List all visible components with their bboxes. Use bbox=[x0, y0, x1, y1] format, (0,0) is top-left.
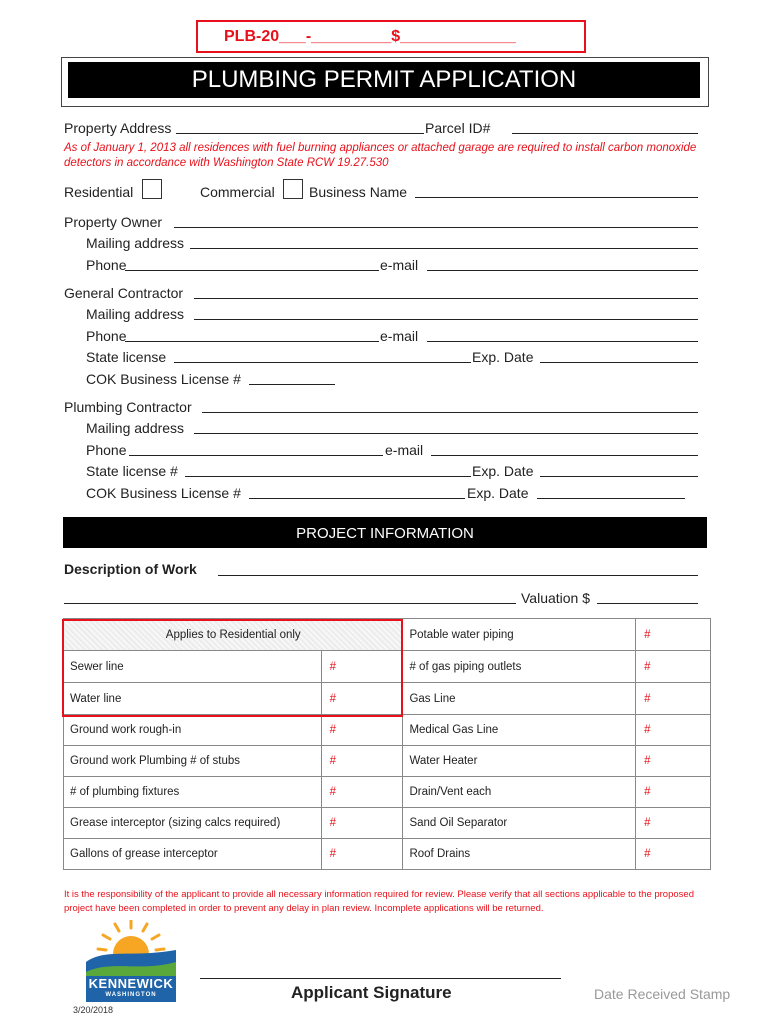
property-owner-label: Property Owner bbox=[64, 214, 163, 230]
item-label: Roof Drains bbox=[403, 839, 636, 870]
description-field[interactable] bbox=[218, 575, 698, 576]
pc-exp2-field[interactable] bbox=[537, 498, 685, 499]
property-address-label: Property Address bbox=[64, 120, 172, 136]
item-count-field[interactable]: # bbox=[321, 651, 403, 683]
item-label: Sand Oil Separator bbox=[403, 808, 636, 839]
item-count-field[interactable]: # bbox=[636, 777, 711, 808]
logo-subtext: WASHINGTON bbox=[105, 992, 157, 998]
gc-license-field[interactable] bbox=[174, 362, 471, 363]
gc-phone-label: Phone bbox=[86, 328, 127, 344]
gc-mailing-label: Mailing address bbox=[86, 306, 185, 322]
gc-cok-label: COK Business License # bbox=[86, 371, 241, 387]
gc-email-field[interactable] bbox=[427, 341, 698, 342]
item-label: Gas Line bbox=[403, 683, 636, 715]
residential-checkbox[interactable] bbox=[142, 179, 162, 199]
valuation-label: Valuation $ bbox=[521, 590, 591, 606]
kennewick-logo bbox=[86, 920, 176, 1002]
table-row bbox=[64, 839, 711, 870]
property-owner-field[interactable] bbox=[174, 227, 698, 228]
property-address-field[interactable] bbox=[176, 133, 424, 134]
pc-exp-field[interactable] bbox=[540, 476, 698, 477]
item-count-field[interactable]: # bbox=[321, 839, 403, 870]
permit-code: PLB-20___-_________$_____________ bbox=[224, 28, 516, 45]
owner-phone-field[interactable] bbox=[125, 270, 379, 271]
item-label: Gallons of grease interceptor bbox=[64, 839, 322, 870]
item-label: Grease interceptor (sizing calcs required) bbox=[64, 808, 322, 839]
owner-mailing-label: Mailing address bbox=[86, 235, 185, 251]
item-label: # of gas piping outlets bbox=[403, 651, 636, 683]
residential-only-header: Applies to Residential only bbox=[64, 619, 403, 651]
pc-phone-field[interactable] bbox=[129, 455, 383, 456]
parcel-id-field[interactable] bbox=[512, 133, 698, 134]
gc-email-label: e-mail bbox=[380, 328, 419, 344]
item-count-field[interactable]: # bbox=[636, 651, 711, 683]
item-count-field[interactable]: # bbox=[636, 619, 711, 651]
pc-mailing-field[interactable] bbox=[194, 433, 698, 434]
gc-exp-field[interactable] bbox=[540, 362, 698, 363]
item-label: Water line bbox=[64, 683, 322, 715]
general-contractor-field[interactable] bbox=[194, 298, 698, 299]
signature-line[interactable] bbox=[200, 978, 561, 979]
table-row bbox=[64, 808, 711, 839]
date-received-stamp: Date Received Stamp bbox=[594, 986, 731, 1002]
residential-label: Residential bbox=[64, 184, 134, 200]
general-contractor-label: General Contractor bbox=[64, 285, 184, 301]
carbon-monoxide-notice: As of January 1, 2013 all residences with fuel burning appliances or attached garage are required to install carbon monoxide detectors in accordance with Washington State RCW 19.27.530 bbox=[64, 142, 697, 169]
item-count-field[interactable]: # bbox=[321, 715, 403, 746]
pc-mailing-label: Mailing address bbox=[86, 420, 185, 436]
pc-cok-label: COK Business License # bbox=[86, 485, 241, 501]
gc-phone-field[interactable] bbox=[125, 341, 379, 342]
item-label: Water Heater bbox=[403, 746, 636, 777]
business-name-field[interactable] bbox=[415, 197, 698, 198]
pc-email-field[interactable] bbox=[431, 455, 698, 456]
item-label: Ground work rough-in bbox=[64, 715, 322, 746]
gc-exp-label: Exp. Date bbox=[472, 349, 534, 365]
item-label: Ground work Plumbing # of stubs bbox=[64, 746, 322, 777]
gc-cok-field[interactable] bbox=[249, 384, 335, 385]
owner-email-field[interactable] bbox=[427, 270, 698, 271]
item-count-field[interactable]: # bbox=[321, 808, 403, 839]
item-label: # of plumbing fixtures bbox=[64, 777, 322, 808]
pc-license-label: State license # bbox=[86, 463, 178, 479]
item-count-field[interactable]: # bbox=[321, 746, 403, 777]
description-label: Description of Work bbox=[64, 561, 197, 577]
item-count-field[interactable]: # bbox=[636, 839, 711, 870]
page-title: PLUMBING PERMIT APPLICATION bbox=[191, 66, 577, 93]
parcel-id-label: Parcel ID# bbox=[425, 120, 491, 136]
signature-label: Applicant Signature bbox=[291, 983, 452, 1002]
table-row bbox=[64, 746, 711, 777]
pc-license-field[interactable] bbox=[185, 476, 471, 477]
gc-license-label: State license bbox=[86, 349, 167, 365]
item-count-field[interactable]: # bbox=[636, 808, 711, 839]
business-name-label: Business Name bbox=[309, 184, 408, 200]
valuation-field[interactable] bbox=[597, 603, 698, 604]
commercial-label: Commercial bbox=[200, 184, 275, 200]
owner-phone-label: Phone bbox=[86, 257, 127, 273]
table-row bbox=[64, 777, 711, 808]
description-field-line-2[interactable] bbox=[64, 603, 516, 604]
project-info-title: PROJECT INFORMATION bbox=[296, 525, 474, 542]
owner-mailing-field[interactable] bbox=[190, 248, 698, 249]
commercial-checkbox[interactable] bbox=[283, 179, 303, 199]
pc-exp-label: Exp. Date bbox=[472, 463, 534, 479]
plumbing-contractor-field[interactable] bbox=[202, 412, 698, 413]
responsibility-note: It is the responsibility of the applicant to provide all necessary information required for review. Please verify that all sections applicable to the proposed project have been completed in order to prevent any delay in plan review. Incomplete applications will be returned. bbox=[64, 889, 694, 914]
table-row bbox=[64, 715, 711, 746]
pc-phone-label: Phone bbox=[86, 442, 127, 458]
gc-mailing-field[interactable] bbox=[194, 319, 698, 320]
item-label: Medical Gas Line bbox=[403, 715, 636, 746]
item-label: Drain/Vent each bbox=[403, 777, 636, 808]
plumbing-contractor-label: Plumbing Contractor bbox=[64, 399, 192, 415]
owner-email-label: e-mail bbox=[380, 257, 419, 273]
item-label: Potable water piping bbox=[403, 619, 636, 651]
pc-exp2-label: Exp. Date bbox=[467, 485, 529, 501]
logo-wordmark: KENNEWICK bbox=[88, 976, 174, 991]
item-label: Sewer line bbox=[64, 651, 322, 683]
item-count-field[interactable]: # bbox=[636, 715, 711, 746]
pc-cok-field[interactable] bbox=[249, 498, 465, 499]
residential-only-outline bbox=[62, 619, 403, 717]
item-count-field[interactable]: # bbox=[321, 777, 403, 808]
pc-email-label: e-mail bbox=[385, 442, 424, 458]
item-count-field[interactable]: # bbox=[636, 683, 711, 715]
item-count-field[interactable]: # bbox=[636, 746, 711, 777]
item-count-field[interactable]: # bbox=[321, 683, 403, 715]
revision-date: 3/20/2018 bbox=[73, 1005, 114, 1015]
